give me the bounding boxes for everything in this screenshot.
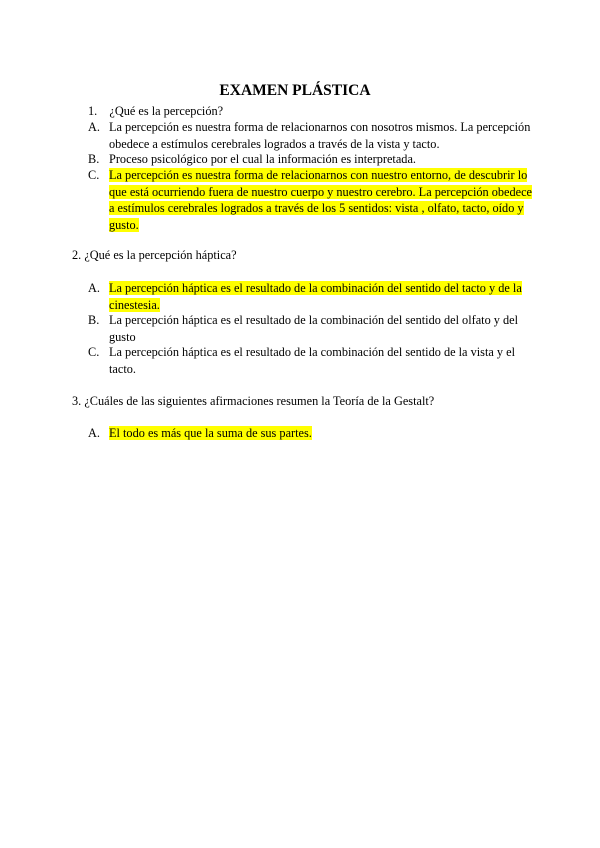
option-text: Proceso psicológico por el cual la información es interpretada.	[109, 152, 416, 166]
question-1-option-a	[88, 119, 532, 152]
option-letter: C.	[88, 168, 100, 182]
question-2-number: 2.	[72, 248, 82, 262]
option-letter: B.	[88, 313, 100, 327]
option-text: La percepción háptica es el resultado de la combinación del sentido del olfato y del gusto	[109, 313, 519, 344]
question-1-option-c	[88, 167, 532, 233]
question-2-option-b	[88, 312, 532, 345]
question-2	[72, 247, 237, 263]
option-letter: C.	[88, 345, 100, 359]
question-1	[88, 103, 223, 119]
question-2-option-c	[88, 344, 532, 377]
option-text: La percepción háptica es el resultado de la combinación del sentido de la vista y el tacto.	[109, 345, 515, 376]
question-1-text: ¿Qué es la percepción?	[109, 104, 224, 118]
question-1-number: 1.	[88, 104, 98, 118]
question-3-number: 3.	[72, 394, 82, 408]
option-text: La percepción es nuestra forma de relacionarnos con nosotros mismos. La percepción obedece a estímulos cerebrales logrados a través de la vista y tacto.	[109, 120, 531, 151]
option-letter: B.	[88, 152, 100, 166]
exam-title: EXAMEN PLÁSTICA	[219, 82, 371, 99]
question-3	[72, 393, 434, 409]
question-1-option-b	[88, 151, 532, 168]
highlighted-answer: La percepción es nuestra forma de relacionarnos con nuestro entorno, de descubrir lo que está ocurriendo fuera de nuestro cuerpo y nuestro cerebro. La percepción obedece a estímulos cerebrales logrados a través de los 5 sentidos: vista , olfato, tacto, oído y gusto.	[109, 168, 533, 232]
question-2-option-a	[88, 280, 532, 313]
option-letter: A.	[88, 120, 100, 134]
option-letter: A.	[88, 426, 100, 440]
question-3-option-a	[88, 425, 532, 442]
question-3-text: ¿Cuáles de las siguientes afirmaciones resumen la Teoría de la Gestalt?	[84, 394, 435, 408]
question-2-text: ¿Qué es la percepción háptica?	[84, 248, 237, 262]
highlighted-answer: El todo es más que la suma de sus partes.	[109, 426, 312, 440]
highlighted-answer: La percepción háptica es el resultado de la combinación del sentido del tacto y de la cinestesia.	[109, 281, 522, 312]
option-letter: A.	[88, 281, 100, 295]
